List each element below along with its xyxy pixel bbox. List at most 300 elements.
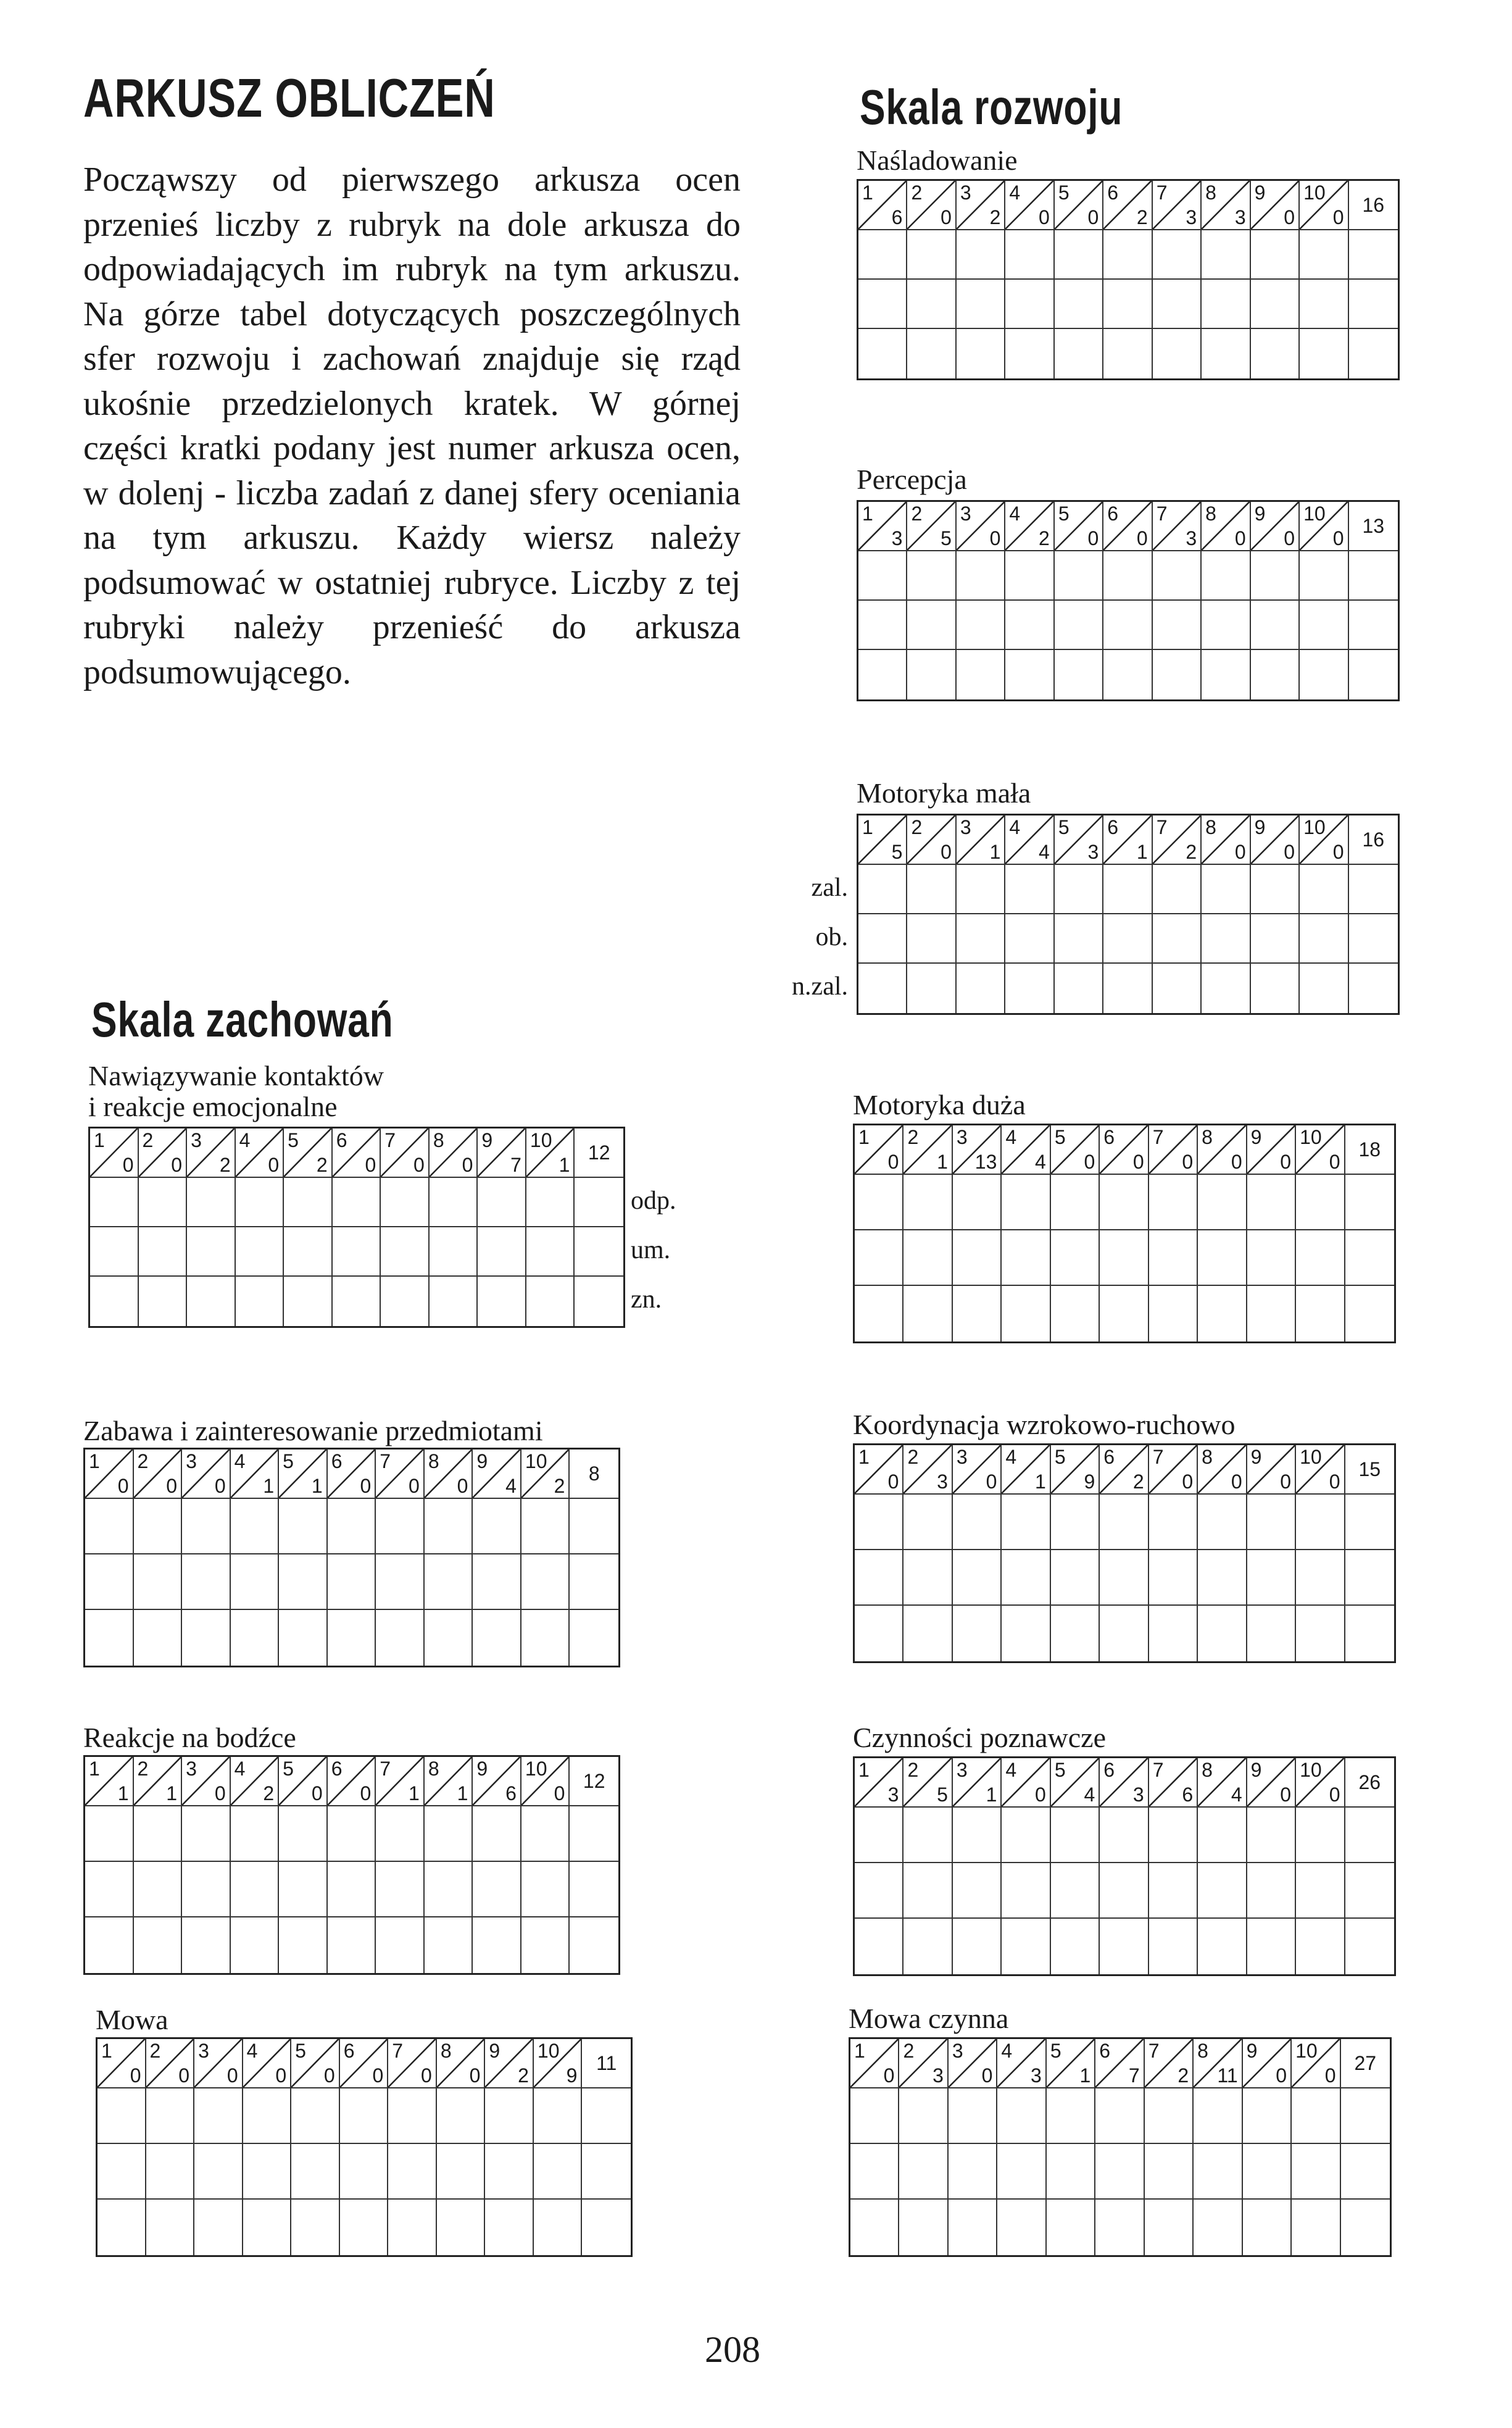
sheet-number: 4 xyxy=(234,1758,246,1780)
entry-cell xyxy=(90,1277,139,1326)
sheet-header-cell xyxy=(858,502,907,551)
sheet-number: 4 xyxy=(234,1450,246,1472)
sheet-header-cell xyxy=(1300,181,1348,230)
entry-cell xyxy=(1002,1808,1050,1863)
entry-cell xyxy=(1047,2144,1095,2200)
sheet-header-cell xyxy=(1103,502,1152,551)
task-count: 11 xyxy=(1217,2064,1238,2087)
total-entry-cell xyxy=(570,1862,618,1917)
entry-cell xyxy=(1247,1286,1296,1341)
entry-cell xyxy=(1005,280,1054,329)
sheet-header-cell xyxy=(1292,2039,1340,2088)
sheet-number: 8 xyxy=(1205,181,1216,204)
sheet-header-cell xyxy=(850,2039,899,2088)
sheet-header-cell xyxy=(473,1757,521,1806)
task-count: 1 xyxy=(937,1151,948,1173)
sheet-number: 9 xyxy=(481,1129,493,1151)
entry-cell xyxy=(1153,914,1202,964)
entry-cell xyxy=(1051,1495,1100,1550)
entry-cell xyxy=(1051,1808,1100,1863)
total-entry-cell xyxy=(1345,1286,1394,1341)
entry-cell xyxy=(231,1862,280,1917)
score-grid-development-2 xyxy=(857,814,1400,1015)
entry-cell xyxy=(194,2088,243,2144)
entry-cell xyxy=(1296,1495,1345,1550)
entry-cell xyxy=(473,1917,521,1973)
row-total: 12 xyxy=(570,1757,618,1806)
sheet-header-cell xyxy=(907,816,956,865)
entry-cell xyxy=(850,2144,899,2200)
task-count: 0 xyxy=(462,1154,473,1176)
sheet-header-cell xyxy=(328,1450,376,1499)
entry-cell xyxy=(279,1862,328,1917)
sheet-header-cell xyxy=(1051,1125,1100,1175)
entry-cell xyxy=(485,2144,534,2200)
entry-cell xyxy=(85,1862,134,1917)
entry-cell xyxy=(328,1862,376,1917)
total-entry-cell xyxy=(1345,1863,1394,1919)
entry-cell xyxy=(521,1862,570,1917)
task-count: 6 xyxy=(1182,1783,1194,1806)
entry-cell xyxy=(1055,964,1103,1013)
sheet-number: 3 xyxy=(956,1759,968,1781)
sheet-header-cell xyxy=(1247,1125,1296,1175)
entry-cell xyxy=(473,1499,521,1554)
entry-cell xyxy=(425,1554,473,1610)
entry-cell xyxy=(340,2088,389,2144)
sheet-header-cell xyxy=(328,1757,376,1806)
task-count: 3 xyxy=(1186,206,1197,228)
entry-cell xyxy=(182,1917,231,1973)
sheet-header-cell xyxy=(1005,502,1054,551)
entry-cell xyxy=(134,1917,183,1973)
total-entry-cell xyxy=(1345,1808,1394,1863)
sheet-number: 9 xyxy=(1250,1126,1262,1148)
entry-cell xyxy=(521,1554,570,1610)
sheet-number: 10 xyxy=(537,2040,560,2062)
sheet-header-cell xyxy=(182,1450,231,1499)
score-grid-development-6 xyxy=(849,2037,1392,2257)
score-grid-development-4 xyxy=(853,1443,1396,1663)
entry-cell xyxy=(187,1227,236,1277)
entry-cell xyxy=(279,1917,328,1973)
table-label: Motoryka mała xyxy=(857,777,1031,809)
table-label: Naśladowanie xyxy=(857,144,1018,176)
entry-cell xyxy=(1202,865,1250,914)
entry-cell xyxy=(1051,1863,1100,1919)
total-entry-cell xyxy=(582,2088,631,2144)
entry-cell xyxy=(236,1227,285,1277)
entry-cell xyxy=(953,1495,1002,1550)
sheet-number: 3 xyxy=(960,503,971,525)
entry-cell xyxy=(850,2200,899,2255)
sheet-header-cell xyxy=(1002,1125,1050,1175)
entry-cell xyxy=(1198,1606,1247,1661)
entry-cell xyxy=(526,1178,575,1227)
sheet-number: 6 xyxy=(1103,1446,1115,1468)
task-count: 0 xyxy=(1087,206,1099,228)
sheet-number: 10 xyxy=(1303,181,1326,204)
sheet-header-cell xyxy=(485,2039,534,2088)
sheet-header-cell xyxy=(1251,816,1300,865)
entry-cell xyxy=(957,650,1005,699)
entry-cell xyxy=(858,280,907,329)
task-count: 3 xyxy=(937,1471,948,1493)
entry-cell xyxy=(340,2200,389,2255)
entry-cell xyxy=(376,1554,425,1610)
task-count: 0 xyxy=(1234,841,1246,863)
sheet-number: 10 xyxy=(1303,503,1326,525)
task-count: 0 xyxy=(1329,1151,1340,1173)
sheet-number: 9 xyxy=(1250,1759,1262,1781)
total-entry-cell xyxy=(570,1554,618,1610)
entry-cell xyxy=(187,1178,236,1227)
sheet-header-cell xyxy=(1247,1445,1296,1495)
entry-cell xyxy=(1005,230,1054,280)
entry-cell xyxy=(1300,601,1348,650)
entry-cell xyxy=(1198,1919,1247,1974)
task-count: 0 xyxy=(122,1154,134,1176)
sheet-number: 8 xyxy=(1202,1759,1213,1781)
task-count: 5 xyxy=(937,1783,948,1806)
row-total: 18 xyxy=(1345,1125,1394,1175)
sheet-header-cell xyxy=(1198,1125,1247,1175)
entry-cell xyxy=(182,1806,231,1862)
entry-cell xyxy=(953,1606,1002,1661)
entry-cell xyxy=(1103,601,1152,650)
entry-cell xyxy=(478,1277,526,1326)
entry-cell xyxy=(1055,230,1103,280)
entry-cell xyxy=(231,1917,280,1973)
total-entry-cell xyxy=(1345,1495,1394,1550)
entry-cell xyxy=(953,1808,1002,1863)
table-label: Reakcje na bodźce xyxy=(83,1722,296,1753)
entry-cell xyxy=(134,1862,183,1917)
sheet-header-cell xyxy=(279,1757,328,1806)
entry-cell xyxy=(85,1610,134,1666)
entry-cell xyxy=(1002,1919,1050,1974)
entry-cell xyxy=(907,914,956,964)
sheet-header-cell xyxy=(1005,181,1054,230)
sheet-header-cell xyxy=(478,1128,526,1178)
task-count: 0 xyxy=(214,1782,226,1804)
sheet-header-cell xyxy=(85,1450,134,1499)
sheet-header-cell xyxy=(903,1445,952,1495)
total-entry-cell xyxy=(575,1227,623,1277)
entry-cell xyxy=(231,1554,280,1610)
sheet-number: 8 xyxy=(1202,1126,1213,1148)
entry-cell xyxy=(231,1499,280,1554)
entry-cell xyxy=(1251,280,1300,329)
entry-cell xyxy=(858,650,907,699)
entry-cell xyxy=(98,2200,146,2255)
entry-cell xyxy=(858,551,907,601)
entry-cell xyxy=(1247,1808,1296,1863)
entry-cell xyxy=(855,1230,903,1286)
task-count: 1 xyxy=(311,1475,323,1497)
entry-cell xyxy=(1051,1919,1100,1974)
task-count: 3 xyxy=(1087,841,1099,863)
task-count: 0 xyxy=(1035,1783,1046,1806)
table-label: Zabawa i zainteresowanie przedmiotami xyxy=(83,1415,543,1446)
entry-cell xyxy=(1149,1230,1198,1286)
sheet-number: 9 xyxy=(476,1758,488,1780)
sheet-header-cell xyxy=(907,181,956,230)
entry-cell xyxy=(1198,1286,1247,1341)
task-count: 2 xyxy=(1178,2064,1189,2087)
total-entry-cell xyxy=(1349,551,1398,601)
entry-cell xyxy=(430,1227,478,1277)
sheet-number: 7 xyxy=(1156,181,1168,204)
total-entry-cell xyxy=(570,1806,618,1862)
task-count: 3 xyxy=(891,527,903,549)
entry-cell xyxy=(1300,964,1348,1013)
entry-cell xyxy=(1002,1606,1050,1661)
sheet-number: 7 xyxy=(1152,1126,1164,1148)
task-count: 0 xyxy=(166,1475,178,1497)
sheet-header-cell xyxy=(279,1450,328,1499)
entry-cell xyxy=(1103,551,1152,601)
entry-cell xyxy=(521,1610,570,1666)
entry-cell xyxy=(949,2144,997,2200)
entry-cell xyxy=(98,2088,146,2144)
entry-cell xyxy=(953,1863,1002,1919)
sheet-number: 8 xyxy=(1205,816,1216,838)
sheet-header-cell xyxy=(134,1450,183,1499)
sheet-header-cell xyxy=(1103,816,1152,865)
entry-cell xyxy=(1300,650,1348,699)
entry-cell xyxy=(1202,329,1250,378)
sheet-header-cell xyxy=(1202,816,1250,865)
entry-cell xyxy=(284,1178,333,1227)
task-count: 0 xyxy=(1329,1783,1340,1806)
task-count: 1 xyxy=(117,1782,129,1804)
total-entry-cell xyxy=(1349,329,1398,378)
entry-cell xyxy=(146,2088,195,2144)
total-entry-cell xyxy=(1349,230,1398,280)
task-count: 2 xyxy=(219,1154,231,1176)
sheet-number: 2 xyxy=(907,1759,919,1781)
table-label: Mowa xyxy=(96,2004,168,2035)
entry-cell xyxy=(521,1917,570,1973)
task-count: 0 xyxy=(1087,527,1099,549)
entry-cell xyxy=(1145,2088,1194,2144)
sheet-header-cell xyxy=(534,2039,583,2088)
sheet-header-cell xyxy=(1149,1758,1198,1808)
total-entry-cell xyxy=(1345,1175,1394,1230)
entry-cell xyxy=(85,1806,134,1862)
sheet-header-cell xyxy=(284,1128,333,1178)
sheet-header-cell xyxy=(858,181,907,230)
sheet-number: 1 xyxy=(89,1758,100,1780)
task-count: 0 xyxy=(981,2064,993,2087)
sheet-header-cell xyxy=(430,1128,478,1178)
sheet-header-cell xyxy=(1296,1758,1345,1808)
entry-cell xyxy=(146,2200,195,2255)
entry-cell xyxy=(1247,1863,1296,1919)
sheet-number: 7 xyxy=(1156,816,1168,838)
entry-cell xyxy=(1202,230,1250,280)
total-entry-cell xyxy=(575,1277,623,1326)
sheet-header-cell xyxy=(953,1758,1002,1808)
sheet-number: 3 xyxy=(186,1450,197,1472)
entry-cell xyxy=(485,2200,534,2255)
entry-cell xyxy=(534,2144,583,2200)
task-count: 0 xyxy=(1329,1471,1340,1493)
sheet-header-cell xyxy=(907,502,956,551)
entry-cell xyxy=(187,1277,236,1326)
entry-cell xyxy=(1251,865,1300,914)
sheet-header-cell xyxy=(1251,502,1300,551)
entry-cell xyxy=(291,2088,340,2144)
score-grid-development-1 xyxy=(857,500,1400,701)
total-entry-cell xyxy=(1345,1550,1394,1606)
entry-cell xyxy=(1194,2144,1242,2200)
entry-cell xyxy=(473,1554,521,1610)
sheet-number: 3 xyxy=(960,816,971,838)
task-count: 4 xyxy=(1084,1783,1095,1806)
entry-cell xyxy=(376,1499,425,1554)
entry-cell xyxy=(279,1806,328,1862)
entry-cell xyxy=(907,964,956,1013)
entry-cell xyxy=(134,1610,183,1666)
entry-cell xyxy=(1100,1863,1149,1919)
entry-cell xyxy=(899,2088,948,2144)
task-count: 1 xyxy=(166,1782,178,1804)
entry-cell xyxy=(1095,2088,1144,2144)
task-count: 0 xyxy=(178,2064,190,2087)
task-count: 7 xyxy=(510,1154,521,1176)
entry-cell xyxy=(1145,2200,1194,2255)
task-count: 0 xyxy=(1234,527,1246,549)
entry-cell xyxy=(1243,2144,1292,2200)
entry-cell xyxy=(1251,551,1300,601)
entry-cell xyxy=(231,1806,280,1862)
entry-cell xyxy=(1149,1286,1198,1341)
sheet-number: 2 xyxy=(911,816,923,838)
entry-cell xyxy=(437,2088,486,2144)
entry-cell xyxy=(1296,1175,1345,1230)
entry-cell xyxy=(1296,1808,1345,1863)
sheet-header-cell xyxy=(1198,1445,1247,1495)
entry-cell xyxy=(855,1919,903,1974)
entry-cell xyxy=(1202,650,1250,699)
sheet-number: 3 xyxy=(952,2040,963,2062)
entry-cell xyxy=(1296,1919,1345,1974)
entry-cell xyxy=(333,1277,381,1326)
task-count: 0 xyxy=(130,2064,141,2087)
task-count: 1 xyxy=(1079,2064,1091,2087)
row-total: 16 xyxy=(1349,181,1398,230)
score-grid-development-3 xyxy=(853,1124,1396,1343)
task-count: 1 xyxy=(457,1782,468,1804)
entry-cell xyxy=(1055,865,1103,914)
task-count: 0 xyxy=(1182,1471,1194,1493)
score-grid-behavior-0 xyxy=(88,1127,625,1328)
entry-cell xyxy=(333,1227,381,1277)
total-entry-cell xyxy=(570,1917,618,1973)
entry-cell xyxy=(328,1554,376,1610)
entry-cell xyxy=(1095,2144,1144,2200)
task-count: 0 xyxy=(1332,527,1344,549)
sheet-header-cell xyxy=(1251,181,1300,230)
entry-cell xyxy=(328,1499,376,1554)
sheet-header-cell xyxy=(425,1757,473,1806)
entry-cell xyxy=(1296,1550,1345,1606)
sheet-header-cell xyxy=(146,2039,195,2088)
sheet-header-cell xyxy=(1005,816,1054,865)
entry-cell xyxy=(98,2144,146,2200)
entry-cell xyxy=(1251,230,1300,280)
entry-cell xyxy=(1051,1230,1100,1286)
task-count: 0 xyxy=(214,1475,226,1497)
task-count: 0 xyxy=(1132,1151,1144,1173)
sheet-number: 7 xyxy=(380,1758,391,1780)
entry-cell xyxy=(478,1178,526,1227)
sheet-header-cell xyxy=(1145,2039,1194,2088)
task-count: 4 xyxy=(505,1475,517,1497)
entry-cell xyxy=(1055,601,1103,650)
entry-cell xyxy=(526,1277,575,1326)
sheet-number: 10 xyxy=(1300,1446,1322,1468)
task-count: 0 xyxy=(457,1475,468,1497)
sheet-header-cell xyxy=(997,2039,1046,2088)
total-entry-cell xyxy=(1349,914,1398,964)
entry-cell xyxy=(997,2200,1046,2255)
sheet-header-cell xyxy=(1149,1445,1198,1495)
entry-cell xyxy=(1051,1606,1100,1661)
entry-cell xyxy=(1300,914,1348,964)
task-count: 0 xyxy=(360,1475,372,1497)
sheet-number: 5 xyxy=(295,2040,306,2062)
entry-cell xyxy=(182,1554,231,1610)
sheet-header-cell xyxy=(1243,2039,1292,2088)
entry-cell xyxy=(957,230,1005,280)
sheet-number: 6 xyxy=(331,1450,343,1472)
entry-cell xyxy=(997,2144,1046,2200)
sheet-header-cell xyxy=(1296,1125,1345,1175)
entry-cell xyxy=(381,1227,430,1277)
sheet-header-cell xyxy=(425,1450,473,1499)
row-label: ob. xyxy=(815,923,848,951)
task-count: 3 xyxy=(933,2064,944,2087)
sheet-header-cell xyxy=(90,1128,139,1178)
sheet-number: 4 xyxy=(1009,816,1021,838)
entry-cell xyxy=(1002,1550,1050,1606)
total-entry-cell xyxy=(1341,2200,1390,2255)
total-entry-cell xyxy=(1341,2088,1390,2144)
entry-cell xyxy=(1047,2200,1095,2255)
total-entry-cell xyxy=(570,1610,618,1666)
sheet-number: 7 xyxy=(392,2040,404,2062)
sheet-number: 1 xyxy=(94,1129,105,1151)
sheet-number: 8 xyxy=(1202,1446,1213,1468)
sheet-number: 9 xyxy=(1254,503,1266,525)
sheet-number: 10 xyxy=(1303,816,1326,838)
sheet-number: 3 xyxy=(186,1758,197,1780)
entry-cell xyxy=(1149,1495,1198,1550)
sheet-number: 6 xyxy=(331,1758,343,1780)
development-scale-title: Skala rozwoju xyxy=(860,80,1123,135)
task-count: 2 xyxy=(518,2064,529,2087)
entry-cell xyxy=(1198,1808,1247,1863)
sheet-header-cell xyxy=(953,1445,1002,1495)
sheet-header-cell xyxy=(1055,816,1103,865)
entry-cell xyxy=(328,1917,376,1973)
sheet-number: 1 xyxy=(858,1446,870,1468)
entry-cell xyxy=(425,1499,473,1554)
sheet-header-cell xyxy=(473,1450,521,1499)
